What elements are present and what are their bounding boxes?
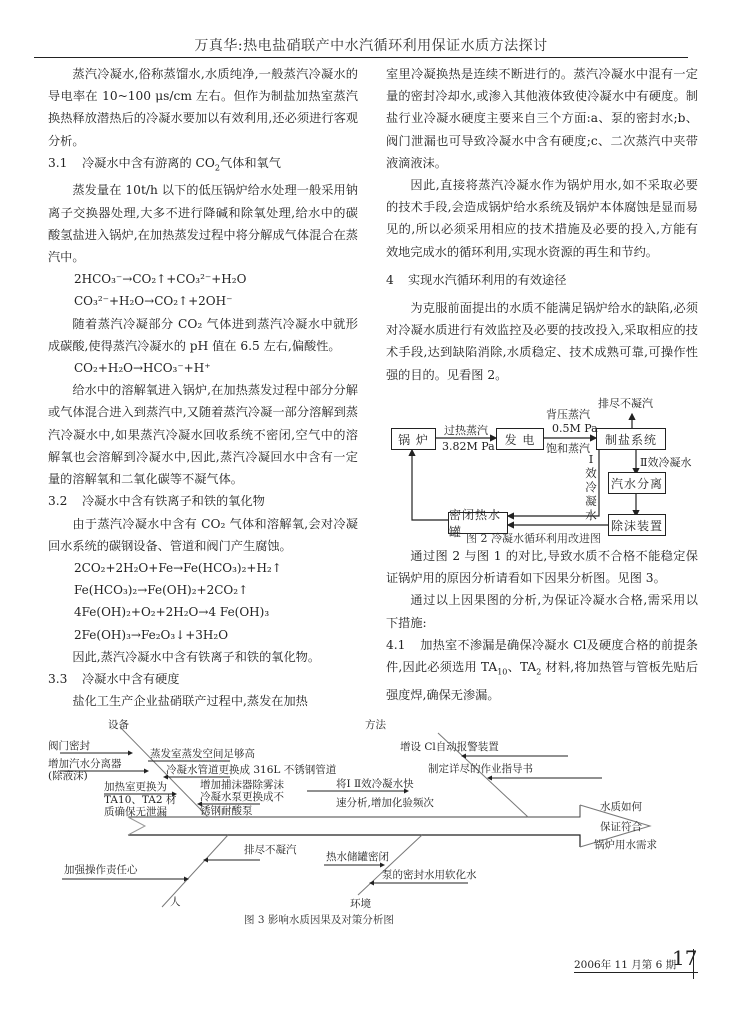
cause-item: 加强操作责任心: [64, 864, 138, 876]
equation: 2CO₂+2H₂O+Fe→Fe(HCO₃)₂+H₂↑: [74, 560, 282, 575]
paragraph: 为克服前面提出的水质不能满足锅炉给水的缺陷,必须对冷凝水质进行有效监控及必要的技改投入,采取相应的技术手段,达到缺陷消除,水质稳定、技术成熟可靠,可操作性强的目的。见看图 2。: [386, 301, 698, 382]
header-rule: [34, 57, 688, 58]
page-number: 17: [672, 946, 698, 970]
paragraph: 室里冷凝换热是连续不断进行的。蒸汽冷凝水中混有一定量的密封冷却水,或渗入其他液体致使冷凝水中有硬度。制盐行业冷凝水硬度主要来自三个方面:a、泵的密封水;b、阀门泄漏也可导致冷凝水中含有硬度;c、二次蒸汽中夹带液滴液沫。: [386, 67, 698, 170]
category-method: 方法: [365, 719, 386, 731]
category-people: 人: [170, 896, 181, 908]
salt-system-box: 制盐系统: [596, 428, 666, 450]
equation: Fe(HCO₃)₂→Fe(OH)₂+2CO₂↑: [74, 583, 249, 598]
cause-item: 增加汽水分离器: [48, 758, 122, 770]
paragraph: 蒸汽冷凝水,俗称蒸馏水,水质纯净,一般蒸汽冷凝水的导电率在 10~100 μs/cm 左右。但作为制盐加热室蒸汽换热释放潜热后的冷凝水要加以有效利用,还必须进行客观分析。: [48, 67, 358, 148]
paragraph: 由于蒸汽冷凝水中含有 CO₂ 气体和溶解氧,会对冷凝回水系统的碳钢设备、管道和阀门产生腐蚀。: [48, 516, 358, 553]
right-column-lower: [386, 545, 698, 706]
cause-item: 蒸发室蒸发空间足够高: [150, 748, 255, 760]
issue-info: 2006年 11 月第 6 期: [574, 959, 677, 971]
cause-item: 将Ⅰ Ⅱ效冷凝水快: [336, 778, 414, 790]
paragraph: 随着蒸汽冷凝部分 CO₂ 气体进到蒸汽冷凝水中就形成碳酸,使得蒸汽冷凝水的 pH 值在 6.5 左右,偏酸性。: [48, 316, 358, 353]
saturated-steam-label: 饱和蒸汽: [546, 442, 590, 455]
cause-item: 锈钢耐酸泵: [200, 805, 253, 817]
right-column: [386, 63, 698, 386]
equation: CO₂+H₂O→HCO₃⁻+H⁺: [74, 361, 211, 376]
effect-1-condensate-label: Ⅰ效冷凝水: [585, 452, 597, 522]
pressure-label: 3.82M Pa: [442, 440, 495, 453]
exhaust-label: 排尽不凝汽: [598, 397, 653, 410]
boiler-box: 锅 炉: [391, 428, 436, 450]
effect-line: 水质如何: [600, 801, 642, 813]
figure-3-fishbone-diagram: [48, 715, 710, 915]
effect-2-condensate-label: Ⅱ效冷凝水: [640, 456, 692, 469]
pressure-label: 0.5M Pa: [552, 422, 598, 435]
footer-vertical-rule: [693, 949, 694, 979]
cause-item: (除液沫): [48, 770, 88, 782]
effect-line: 锅炉用水需求: [594, 839, 657, 851]
figure-3-caption: 图 3 影响水质因果及对策分析图: [244, 914, 394, 926]
paragraph: 通过以上因果图的分析,为保证冷凝水合格,需采用以下措施:: [386, 593, 698, 630]
paragraph: 因此,蒸汽冷凝水中含有铁离子和铁的氧化物。: [72, 649, 321, 664]
cause-item: 冷凝水泵更换成不: [200, 791, 284, 803]
equation: 4Fe(OH)₂+O₂+2H₂O→4 Fe(OH)₃: [74, 605, 270, 620]
section-4-1: 4.1 加热室不渗漏是确保冷凝水 Cl及硬度合格的前提条件,因此必须选用 $TA_{10}$、$TA_2$ 材料,将加热管与管板先贴后强度焊,确保无渗漏。: [386, 637, 699, 702]
figure-2-flow-diagram: [386, 392, 698, 544]
paragraph: 因此,直接将蒸汽冷凝水作为锅炉用水,如不采取必要的技术手段,会造成锅炉给水系统及锅炉本体腐蚀是显而易见的,所以必须采用相应的技术措施及必要的投入,方能有效地完成水的循环利用,实现水资源的再生和节约。: [386, 178, 698, 259]
cause-item: 阀门密封: [48, 740, 90, 752]
cause-item: 增设 Cl自动报警装置: [400, 741, 499, 753]
paragraph: 盐化工生产企业盐硝联产过程中,蒸发在加热: [72, 694, 308, 709]
equation: CO₃²⁻+H₂O→CO₂↑+2OH⁻: [74, 294, 233, 309]
cause-item: 加热室更换为: [104, 781, 167, 793]
paragraph: 给水中的溶解氧进入锅炉,在加热蒸发过程中部分分解或气体混合进入到蒸汽中,又随着蒸汽冷凝一部分溶解到蒸汽冷凝水中,如果蒸汽冷凝水回收系统不密闭,空气中的溶解氧也会溶解到冷凝水中,因此,蒸汽冷凝回水中含有一定量的溶解氧和二氧化碳等不凝气体。: [48, 383, 358, 487]
paragraph: 通过图 2 与图 1 的对比,导致水质不合格不能稳定保证锅炉用的原因分析请看如下因果分析图。见图 3。: [386, 549, 698, 586]
cause-item: TA10、TA2 材: [104, 794, 177, 806]
running-header: 万真华:热电盐硝联产中水汽循环利用保证水质方法探讨: [194, 38, 548, 54]
cause-item: 泵的密封水用软化水: [382, 869, 477, 881]
cause-item: 冷凝水管道更换成 316L 不锈钢管道: [166, 764, 337, 776]
figure-2-caption: 图 2 冷凝水循环利用改进图: [466, 532, 601, 545]
paragraph: 蒸发量在 10t/h 以下的低压锅炉给水处理一般采用钠离子交换器处理,大多不进行降碱和除氧处理,给水中的碳酸氢盐进入锅炉,在加热蒸发过程中将分解成气体混合在蒸汽中。: [48, 183, 358, 265]
equation: 2Fe(OH)₃→Fe₂O₃↓+3H₂O: [74, 627, 229, 642]
cause-item: 排尽不凝汽: [244, 844, 297, 856]
section-heading-3-1: 3.1 冷凝水中含有游离的 $CO_2$气体和氧气: [48, 155, 281, 173]
generator-box: 发 电: [496, 428, 544, 450]
cause-item: 质确保无泄漏: [104, 806, 167, 818]
superheated-steam-label: 过热蒸汽: [444, 424, 488, 437]
cause-item: 速分析,增加化验频次: [336, 797, 434, 809]
equation: 2HCO₃⁻→CO₂↑+CO₃²⁻+H₂O: [74, 272, 247, 287]
cause-item: 制定详尽的作业指导书: [428, 763, 533, 775]
back-pressure-steam-label: 背压蒸汽: [546, 408, 590, 421]
sealed-tank-box: 密闭热水罐: [448, 512, 508, 534]
cause-item: 热水储罐密闭: [326, 851, 389, 863]
category-equipment: 设备: [108, 719, 129, 731]
category-environment: 环境: [350, 898, 371, 910]
section-heading-3-3: 3.3 冷凝水中含有硬度: [48, 671, 180, 686]
left-column: [48, 63, 358, 712]
section-heading-3-2: 3.2 冷凝水中含有铁离子和铁的氧化物: [48, 494, 265, 509]
effect-line: 保证符合: [600, 821, 642, 833]
demister-box: 除沫装置: [608, 514, 666, 536]
section-heading-4: 4 实现水汽循环利用的有效途径: [386, 272, 567, 287]
cause-item: 增加捕沫器除雾沫: [200, 779, 284, 791]
footer-rule: [574, 972, 698, 973]
separator-box: 汽水分离: [608, 472, 666, 494]
